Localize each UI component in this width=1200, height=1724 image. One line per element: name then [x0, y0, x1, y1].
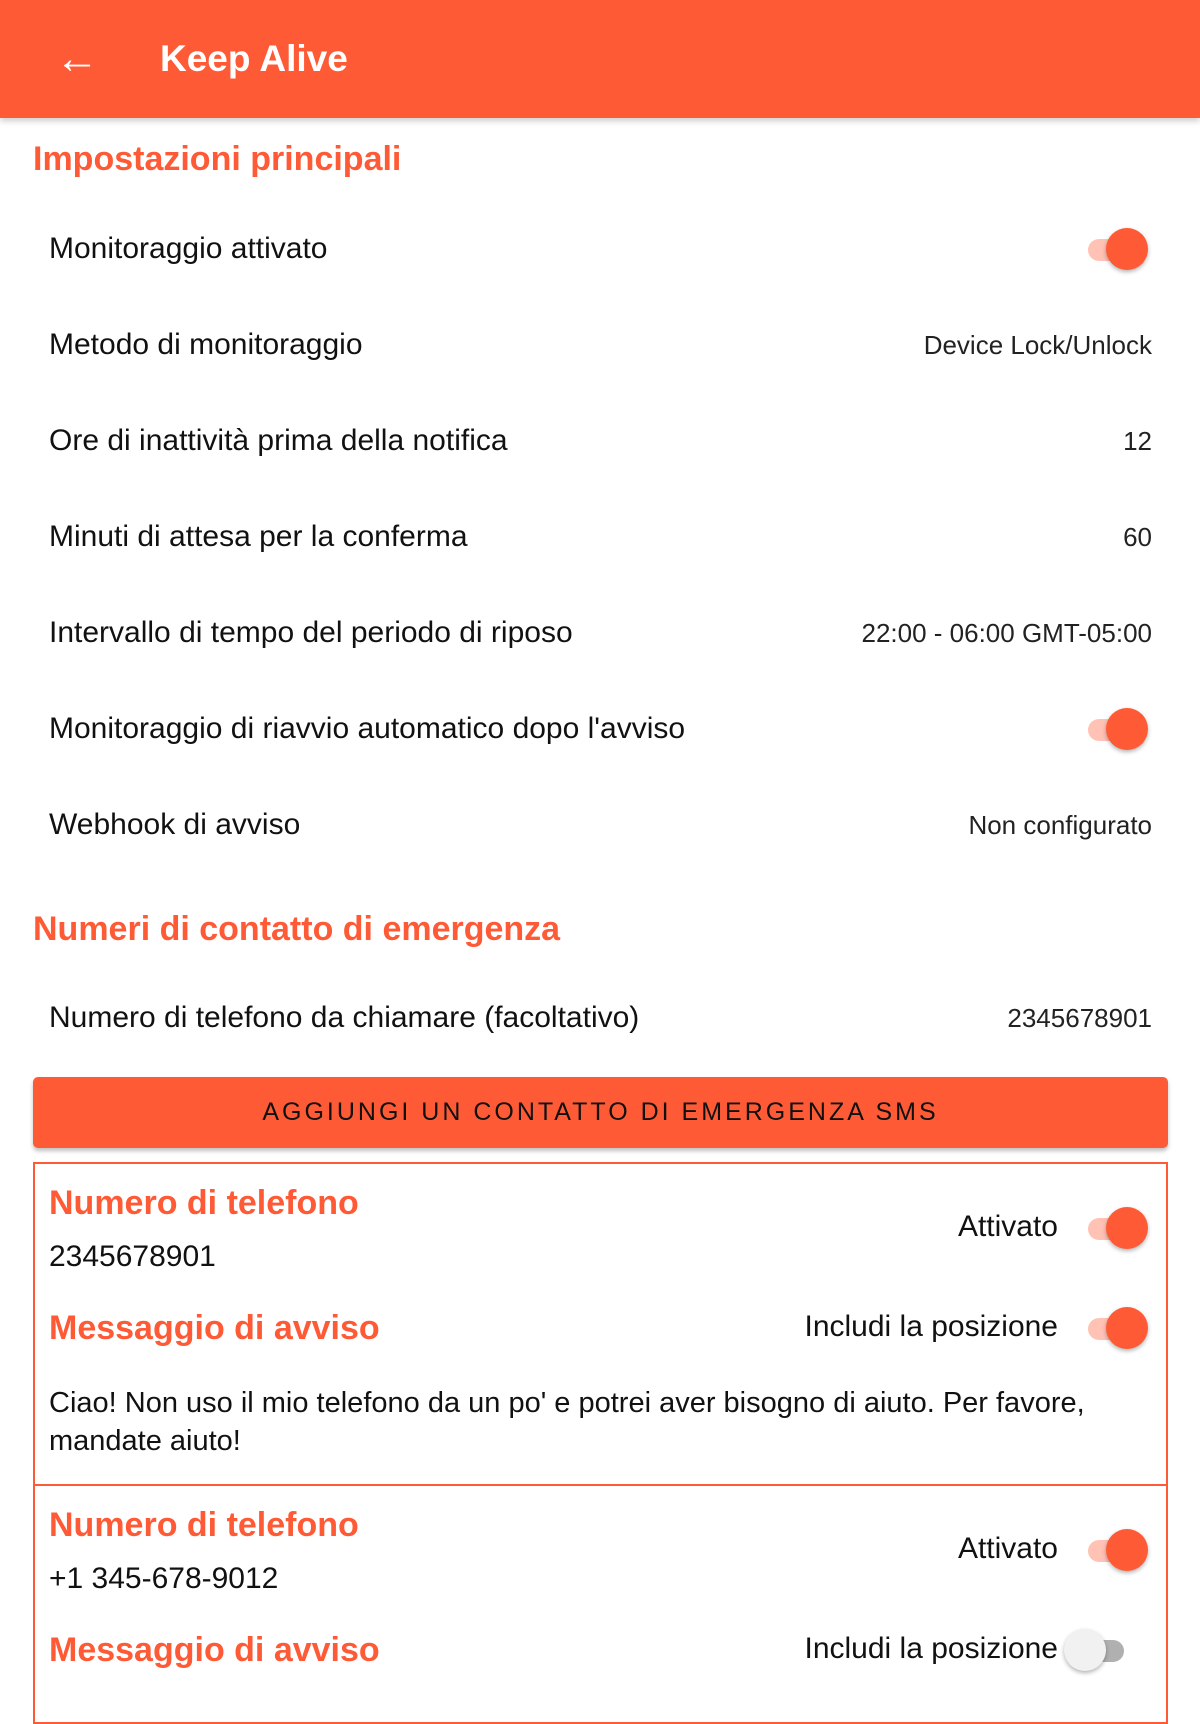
page-title: Keep Alive — [160, 38, 348, 79]
phone-number[interactable]: 2345678901 — [49, 1240, 216, 1273]
enabled-label: Attivato — [957, 1532, 1058, 1565]
message-label: Messaggio di avviso — [49, 1309, 380, 1347]
setting-auto-restart[interactable] — [0, 681, 1200, 777]
setting-monitoring-enabled[interactable] — [0, 201, 1200, 297]
phone-label: Numero di telefono — [49, 1506, 359, 1544]
setting-label: Minuti di attesa per la conferma — [49, 520, 468, 553]
phone-number[interactable]: +1 345-678-9012 — [49, 1562, 279, 1595]
setting-webhook[interactable] — [0, 777, 1200, 873]
app-bar — [0, 0, 1200, 118]
setting-call-number[interactable] — [0, 970, 1200, 1066]
section-title-main-settings: Impostazioni principali — [33, 140, 402, 178]
monitoring-enabled-toggle[interactable] — [1084, 227, 1148, 271]
message-label: Messaggio di avviso — [49, 1631, 380, 1669]
setting-value: 60 — [1123, 522, 1152, 552]
setting-label: Numero di telefono da chiamare (facoltativo) — [49, 1001, 640, 1034]
section-title-emergency: Numeri di contatto di emergenza — [33, 910, 561, 948]
setting-label: Ore di inattività prima della notifica — [49, 424, 508, 457]
contact-card — [33, 1162, 1168, 1486]
phone-label: Numero di telefono — [49, 1184, 359, 1222]
contact-card — [33, 1484, 1168, 1724]
setting-rest-period[interactable] — [0, 585, 1200, 681]
enabled-label: Attivato — [957, 1210, 1058, 1243]
setting-label: Intervallo di tempo del periodo di riposo — [49, 616, 573, 649]
include-location-toggle[interactable] — [1064, 1628, 1128, 1672]
setting-label: Monitoraggio di riavvio automatico dopo l'avviso — [49, 712, 686, 745]
setting-monitoring-method[interactable] — [0, 297, 1200, 393]
setting-confirmation-minutes[interactable] — [0, 489, 1200, 585]
include-location-toggle[interactable] — [1084, 1306, 1148, 1350]
setting-inactivity-hours[interactable] — [0, 393, 1200, 489]
alert-message[interactable]: Ciao! Non uso il mio telefono da un po' e potrei aver bisogno di aiuto. Per favore, mandate aiuto! — [49, 1387, 1085, 1457]
auto-restart-toggle[interactable] — [1084, 707, 1148, 751]
setting-value: 2345678901 — [1007, 1003, 1152, 1033]
include-location-label: Includi la posizione — [804, 1632, 1058, 1665]
setting-label: Metodo di monitoraggio — [49, 328, 363, 361]
arrow-left-icon[interactable]: ← — [55, 34, 99, 83]
setting-value: 12 — [1123, 426, 1152, 456]
setting-label: Monitoraggio attivato — [49, 232, 328, 265]
setting-value: 22:00 - 06:00 GMT-05:00 — [861, 618, 1152, 648]
setting-value: Device Lock/Unlock — [923, 330, 1152, 360]
setting-label: Webhook di avviso — [49, 808, 301, 841]
add-sms-contact-button[interactable]: AGGIUNGI UN CONTATTO DI EMERGENZA SMS — [33, 1077, 1168, 1148]
setting-value: Non configurato — [968, 810, 1152, 840]
include-location-label: Includi la posizione — [804, 1310, 1058, 1343]
contact-enabled-toggle[interactable] — [1084, 1206, 1148, 1250]
contact-enabled-toggle[interactable] — [1084, 1528, 1148, 1572]
